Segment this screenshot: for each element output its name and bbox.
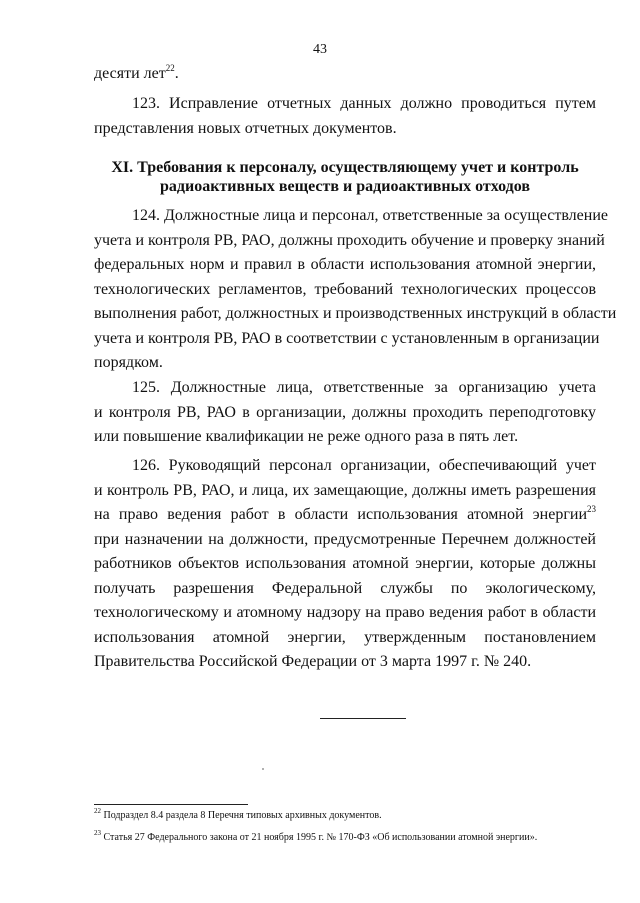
footnote-ref-22: 22 — [165, 62, 175, 73]
paragraph-line-with-ref — [94, 503, 596, 528]
paragraph-line: и контроль РВ, РАО, и лица, их замещающие, должны иметь разрешения — [94, 481, 596, 499]
section-heading-line-2: радиоактивных веществ и радиоактивных отходов — [160, 178, 530, 195]
paragraph-123 — [94, 92, 596, 141]
footnote-23 — [94, 828, 538, 844]
continuation-line — [94, 62, 596, 87]
paragraph-line: работников объектов использования атомной энергии, которые должны — [94, 555, 596, 572]
paragraph-line: федеральных норм и правил в области использования атомной энергии, — [94, 256, 596, 273]
scan-speck — [262, 768, 264, 770]
footnote-number: 22 — [94, 806, 101, 815]
paragraph-line: использования атомной энергии, утвержденным постановлением — [94, 628, 596, 646]
paragraph-line-words: на право ведения работ в области использования атомной энергии — [94, 506, 587, 523]
page-number: 43 — [313, 42, 327, 57]
paragraph-125 — [94, 376, 596, 450]
paragraph-line: представления новых отчетных документов. — [94, 119, 397, 137]
paragraph-line: выполнения работ, должностных и производственных инструкций в области — [94, 305, 617, 322]
footnote-text: Подраздел 8.4 раздела 8 Перечня типовых архивных документов. — [101, 810, 382, 821]
footnote-ref-23: 23 — [587, 503, 596, 514]
footnote-number: 23 — [94, 828, 101, 837]
paragraph-line: получать разрешения Федеральной службы по экологическому, — [94, 579, 596, 597]
footnote-divider — [94, 804, 248, 805]
paragraph-line: или повышение квалификации не реже одного раза в пять лет. — [94, 428, 519, 445]
paragraph-line: порядком. — [94, 354, 163, 371]
paragraph-line: 126. Руководящий персонал организации, обеспечивающий учет — [132, 457, 596, 474]
end-of-text-divider — [320, 718, 406, 719]
paragraph-line: Правительства Российской Федерации от 3 марта 1997 г. № 240. — [94, 653, 532, 670]
paragraph-line: и контроля РВ, РАО в организации, должны проходить переподготовку — [94, 403, 596, 421]
paragraph-line: технологических регламентов, требований технологических процессов — [94, 280, 596, 298]
footnote-text: Статья 27 Федерального закона от 21 ноября 1995 г. № 170-ФЗ «Об использовании атомной энергии». — [101, 832, 538, 843]
paragraph-line: 125. Должностные лица, ответственные за организацию учета — [132, 379, 596, 396]
continuation-words: десяти лет — [94, 65, 166, 82]
footnote-22 — [94, 806, 382, 822]
paragraph-line: 123. Исправление отчетных данных должно проводиться путем — [132, 95, 596, 112]
paragraph-line: 124. Должностные лица и персонал, ответственные за осуществление — [132, 207, 608, 224]
section-heading-line-1: XI. Требования к персоналу, осуществляющему учет и контроль — [111, 159, 579, 176]
paragraph-line: при назначении на должности, предусмотренные Перечнем должностей — [94, 530, 596, 548]
paragraph-line: технологическому и атомному надзору на право ведения работ в области — [94, 604, 596, 621]
continuation-period: . — [174, 65, 179, 82]
paragraph-line: учета и контроля РВ, РАО, должны проходить обучение и проверку знаний — [94, 231, 605, 249]
continuation-text — [94, 62, 596, 87]
paragraph-line: учета и контроля РВ, РАО в соответствии с установленным в организации — [94, 329, 600, 347]
section-heading — [94, 158, 596, 196]
paragraph-126 — [94, 454, 596, 675]
paragraph-124 — [94, 204, 617, 376]
